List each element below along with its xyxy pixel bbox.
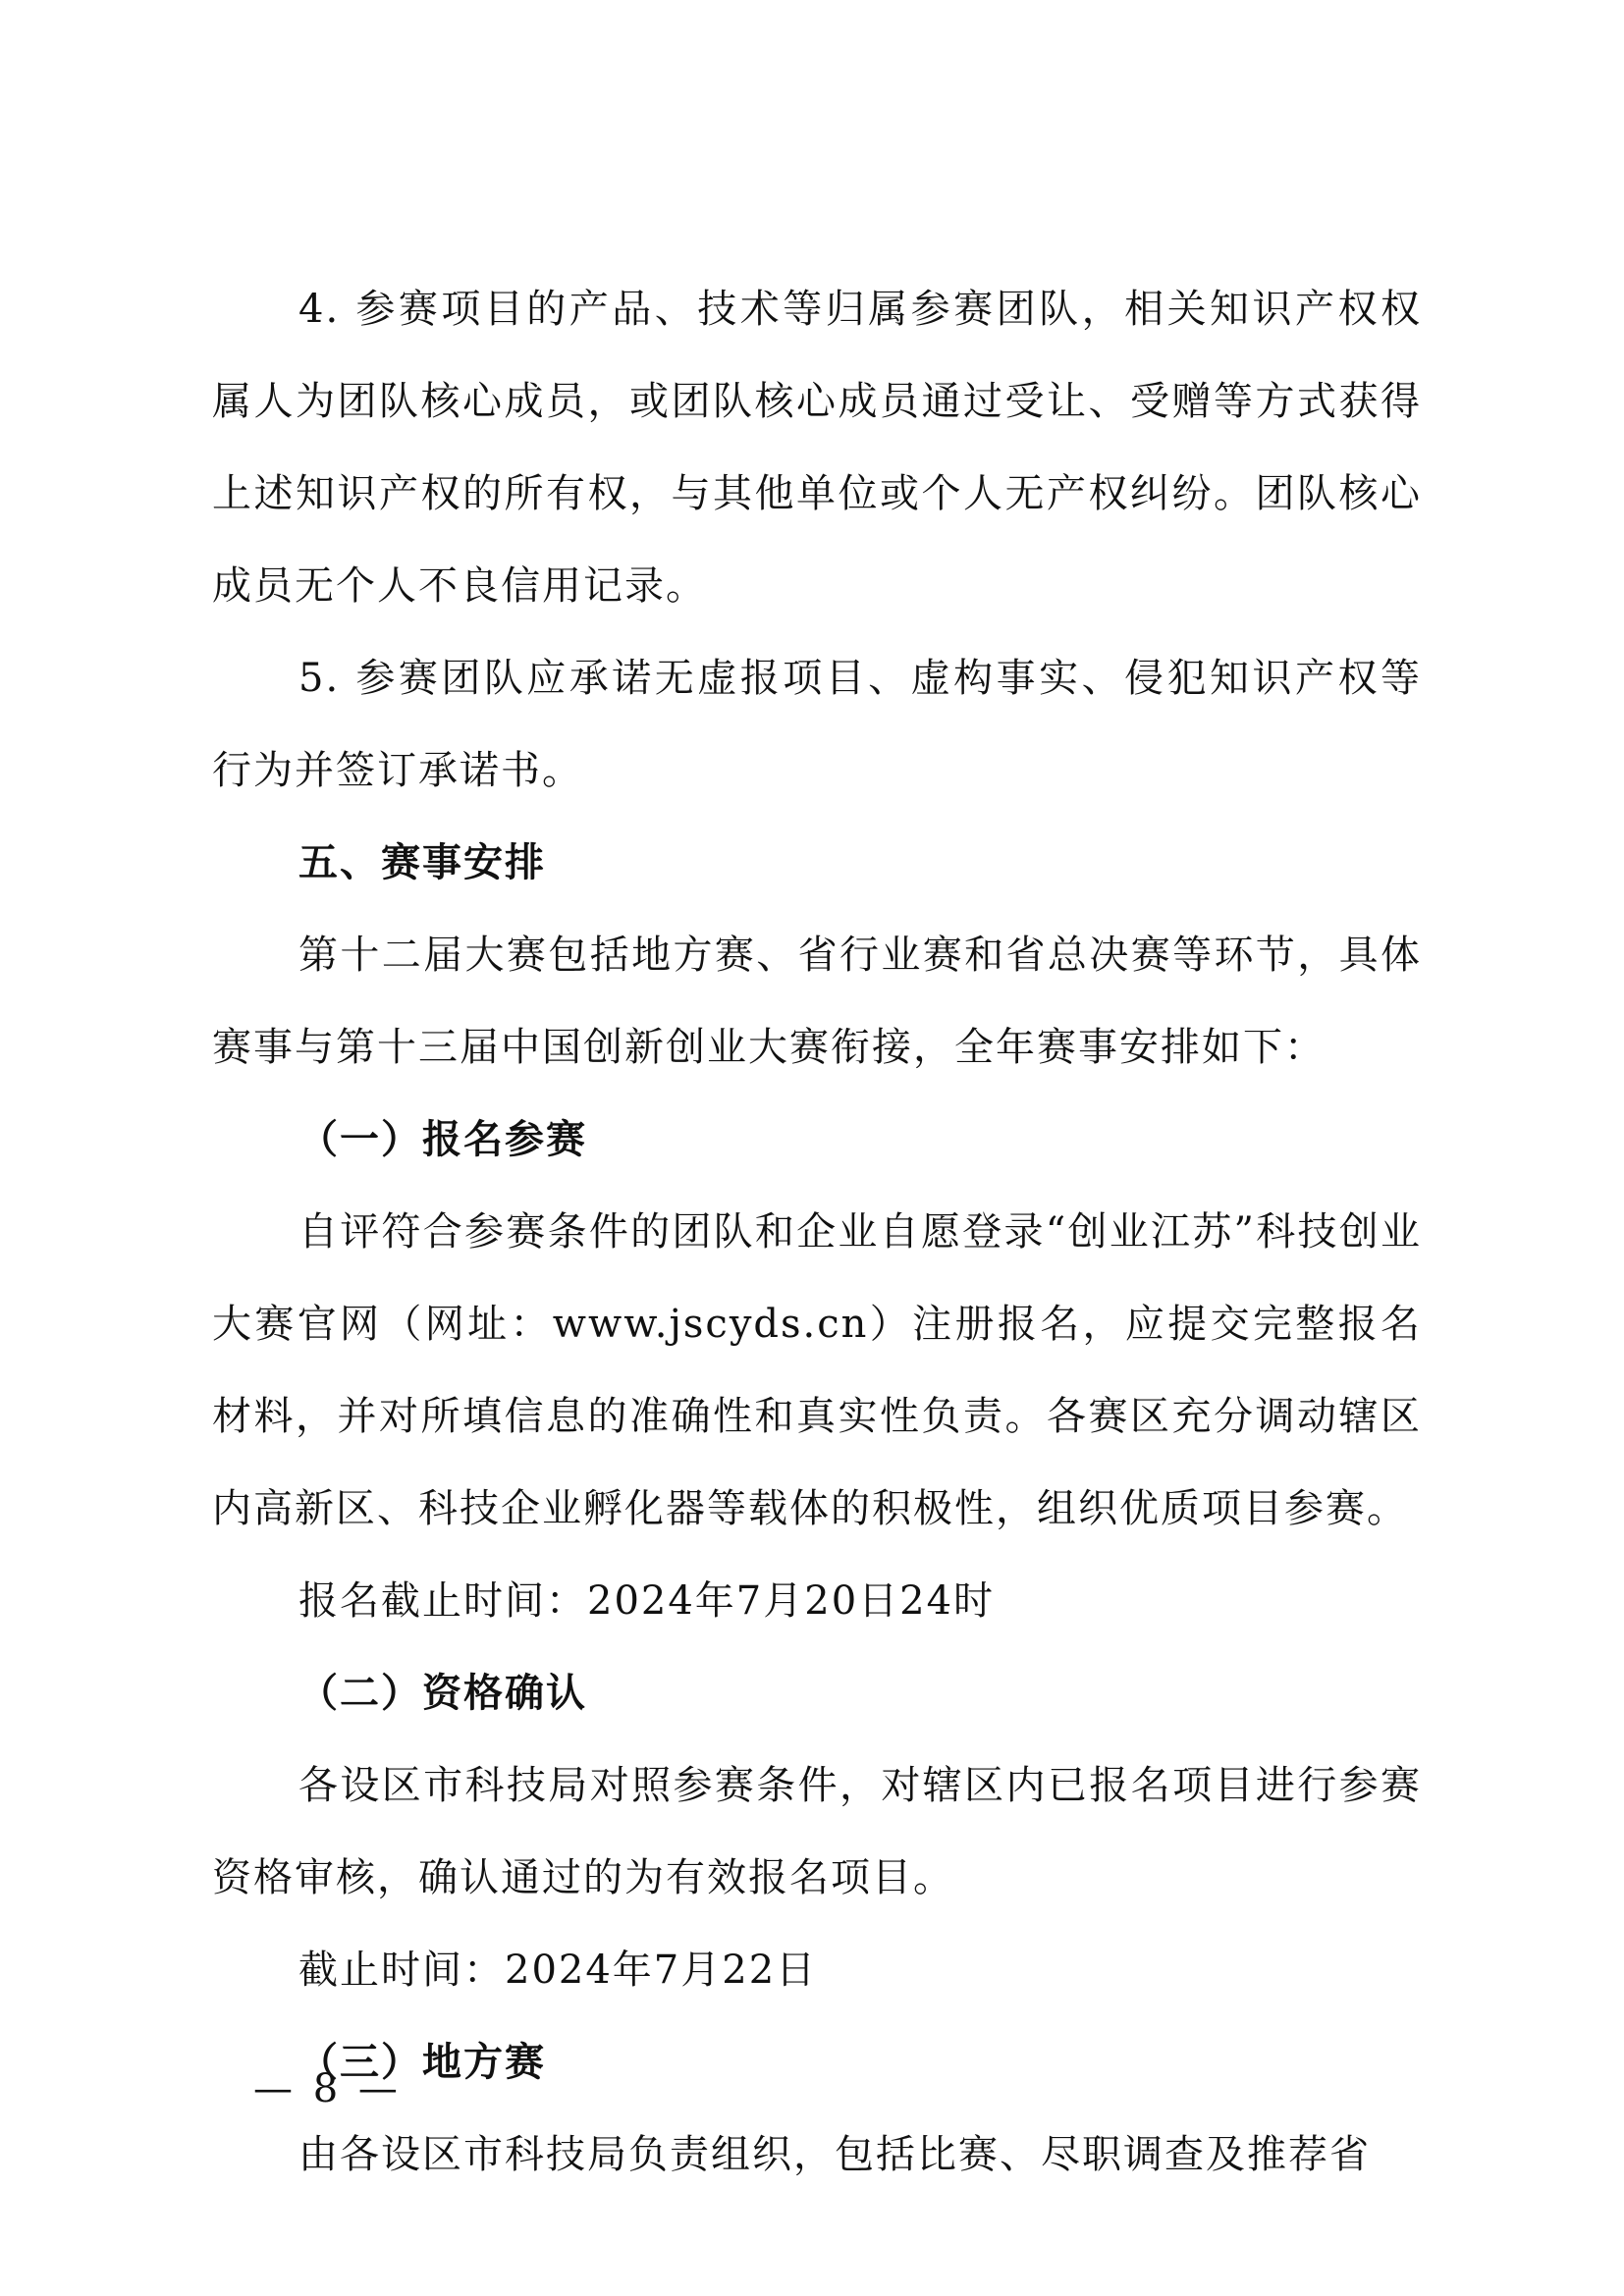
paragraph-schedule-intro: 第十二届大赛包括地方赛、省行业赛和省总决赛等环节，具体赛事与第十三届中国创新创业大赛衔接，全年赛事安排如下： xyxy=(212,933,1422,1070)
subheading-qualification: （二）资格确认 xyxy=(298,1670,587,1716)
subheading-registration: （一）报名参赛 xyxy=(298,1116,587,1162)
paragraph-item-4: 4. 参赛项目的产品、技术等归属参赛团队，相关知识产权权属人为团队核心成员，或团队核心成员通过受让、受赠等方式获得上述知识产权的所有权，与其他单位或个人无产权纠纷。团队核心成员无个人不良信用记录。 xyxy=(212,287,1422,609)
document-body xyxy=(212,263,1422,2201)
page-number: — 8 — xyxy=(253,2066,402,2111)
paragraph-item-5: 5. 参赛团队应承诺无虚报项目、虚构事实、侵犯知识产权等行为并签订承诺书。 xyxy=(212,656,1422,793)
registration-deadline: 报名截止时间：2024年7月20日24时 xyxy=(298,1578,996,1624)
section-heading-schedule: 五、赛事安排 xyxy=(298,840,546,885)
paragraph-local-contest: 由各设区市科技局负责组织，包括比赛、尽职调查及推荐省 xyxy=(298,2132,1371,2177)
paragraph-registration: 自评符合参赛条件的团队和企业自愿登录“创业江苏”科技创业大赛官网（网址：www.jscyds.cn）注册报名，应提交完整报名材料，并对所填信息的准确性和真实性负责。各赛区充分调动辖区内高新区、科技企业孵化器等载体的积极性，组织优质项目参赛。 xyxy=(212,1209,1422,1531)
paragraph-qualification: 各设区市科技局对照参赛条件，对辖区内已报名项目进行参赛资格审核，确认通过的为有效报名项目。 xyxy=(212,1763,1422,1900)
qualification-deadline: 截止时间：2024年7月22日 xyxy=(298,1948,818,1993)
subheading-local-contest: （三）地方赛 xyxy=(298,2039,546,2085)
